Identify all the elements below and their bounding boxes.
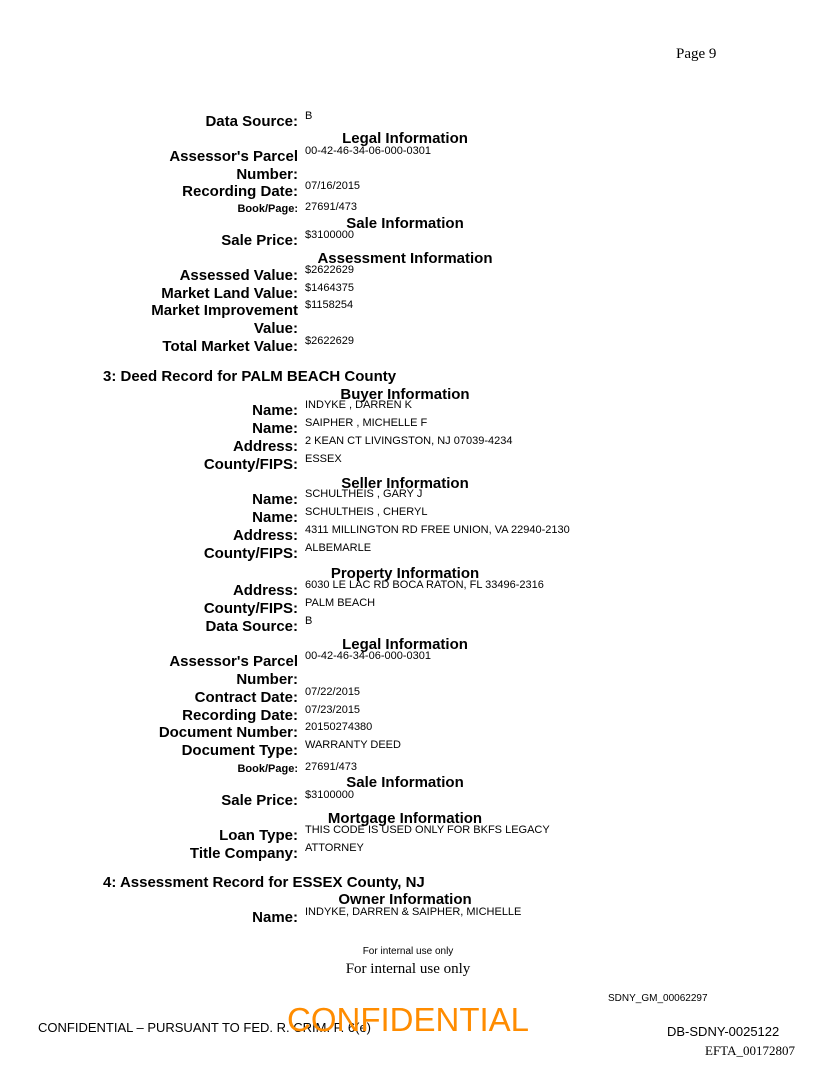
field-label: Data Source: xyxy=(205,113,298,130)
field-label: Total Market Value: xyxy=(162,338,298,355)
field-value: INDYKE , DARREN K xyxy=(305,399,412,411)
field-value: $3100000 xyxy=(305,789,354,801)
field-label: Name: xyxy=(252,509,298,526)
field-label: Assessed Value: xyxy=(179,267,298,284)
field-label: Name: xyxy=(252,402,298,419)
field-label: Loan Type: xyxy=(219,827,298,844)
field-label: Assessor's Parcel xyxy=(169,148,298,165)
field-value: B xyxy=(305,615,313,627)
sdny-id: SDNY_GM_00062297 xyxy=(608,993,708,1004)
field-label: Document Number: xyxy=(158,724,298,741)
field-label: Recording Date: xyxy=(182,183,298,200)
field-value: $1158254 xyxy=(305,299,354,311)
field-value: 00-42-46-34-06-000-0301 xyxy=(305,650,431,662)
field-label: Address: xyxy=(232,438,298,455)
field-value: $2622629 xyxy=(305,335,354,347)
field-label: Number: xyxy=(236,166,298,183)
section-heading: Mortgage Information xyxy=(327,810,483,827)
section-heading: Owner Information xyxy=(338,891,472,908)
field-value: B xyxy=(305,110,313,122)
field-value: SCHULTHEIS , CHERYL xyxy=(305,506,428,518)
section-heading: Seller Information xyxy=(341,475,469,492)
field-label: Document Type: xyxy=(181,742,298,759)
field-value: PALM BEACH xyxy=(305,597,376,609)
section-heading: Property Information xyxy=(330,565,480,582)
section-heading: Assessment Information xyxy=(317,250,493,267)
section-heading: Sale Information xyxy=(346,774,464,791)
field-label: Address: xyxy=(232,582,298,599)
record-heading: 4: Assessment Record for ESSEX County, NJ xyxy=(103,874,425,891)
efta-id: EFTA_00172807 xyxy=(705,1043,795,1058)
section-heading: Legal Information xyxy=(342,130,468,147)
field-value: $1464375 xyxy=(305,282,354,294)
field-label: Name: xyxy=(252,909,298,926)
field-label: County/FIPS: xyxy=(203,456,298,473)
field-label: Name: xyxy=(252,420,298,437)
field-label: Market Improvement xyxy=(151,302,298,319)
field-value: ATTORNEY xyxy=(305,842,364,854)
field-label: County/FIPS: xyxy=(203,600,298,617)
field-label: Contract Date: xyxy=(194,689,298,706)
field-value: 27691/473 xyxy=(305,201,357,213)
field-label: Value: xyxy=(253,320,298,337)
field-label: County/FIPS: xyxy=(203,545,298,562)
field-label: Title Company: xyxy=(189,845,298,862)
field-label: Book/Page: xyxy=(237,203,298,215)
field-label: Data Source: xyxy=(205,618,298,635)
field-label: Number: xyxy=(236,671,298,688)
section-heading: Sale Information xyxy=(346,215,464,232)
db-id: DB-SDNY-0025122 xyxy=(667,1024,780,1039)
field-value: SAIPHER , MICHELLE F xyxy=(305,417,428,429)
field-value: ESSEX xyxy=(305,453,342,465)
internal-use-note-small: For internal use only xyxy=(362,946,454,957)
internal-use-note-large: For internal use only xyxy=(345,961,471,977)
page-number: Page 9 xyxy=(676,46,717,62)
field-value: 07/23/2015 xyxy=(305,704,361,716)
field-value: 6030 LE LAC RD BOCA RATON, FL 33496-2316 xyxy=(305,579,544,591)
field-label: Name: xyxy=(252,491,298,508)
record-heading: 3: Deed Record for PALM BEACH County xyxy=(103,368,397,385)
field-label: Assessor's Parcel xyxy=(169,653,298,670)
field-label: Book/Page: xyxy=(237,763,298,775)
field-value: 4311 MILLINGTON RD FREE UNION, VA 22940-2130 xyxy=(305,524,570,536)
field-value: INDYKE, DARREN & SAIPHER, MICHELLE xyxy=(305,906,522,918)
field-value: 07/22/2015 xyxy=(305,686,361,698)
field-value: 07/16/2015 xyxy=(305,180,361,192)
field-value: WARRANTY DEED xyxy=(305,739,401,751)
section-heading: Legal Information xyxy=(342,636,468,653)
field-label: Market Land Value: xyxy=(161,285,298,302)
field-value: 20150274380 xyxy=(305,721,373,733)
field-value: ALBEMARLE xyxy=(305,542,372,554)
field-label: Recording Date: xyxy=(182,707,298,724)
field-value: $2622629 xyxy=(305,264,354,276)
field-label: Address: xyxy=(232,527,298,544)
confidential-notice: CONFIDENTIAL – PURSUANT TO FED. R. CRIM. P. 6(e) xyxy=(38,1020,372,1035)
field-value: $3100000 xyxy=(305,229,354,241)
field-value: SCHULTHEIS , GARY J xyxy=(305,488,423,500)
field-value: 27691/473 xyxy=(305,761,357,773)
section-heading: Buyer Information xyxy=(340,386,470,403)
field-label: Sale Price: xyxy=(221,792,298,809)
field-value: THIS CODE IS USED ONLY FOR BKFS LEGACY xyxy=(305,824,550,836)
field-label: Sale Price: xyxy=(221,232,298,249)
field-value: 2 KEAN CT LIVINGSTON, NJ 07039-4234 xyxy=(305,435,513,447)
field-value: 00-42-46-34-06-000-0301 xyxy=(305,145,431,157)
confidential-stamp: CONFIDENTIAL xyxy=(287,1001,530,1038)
